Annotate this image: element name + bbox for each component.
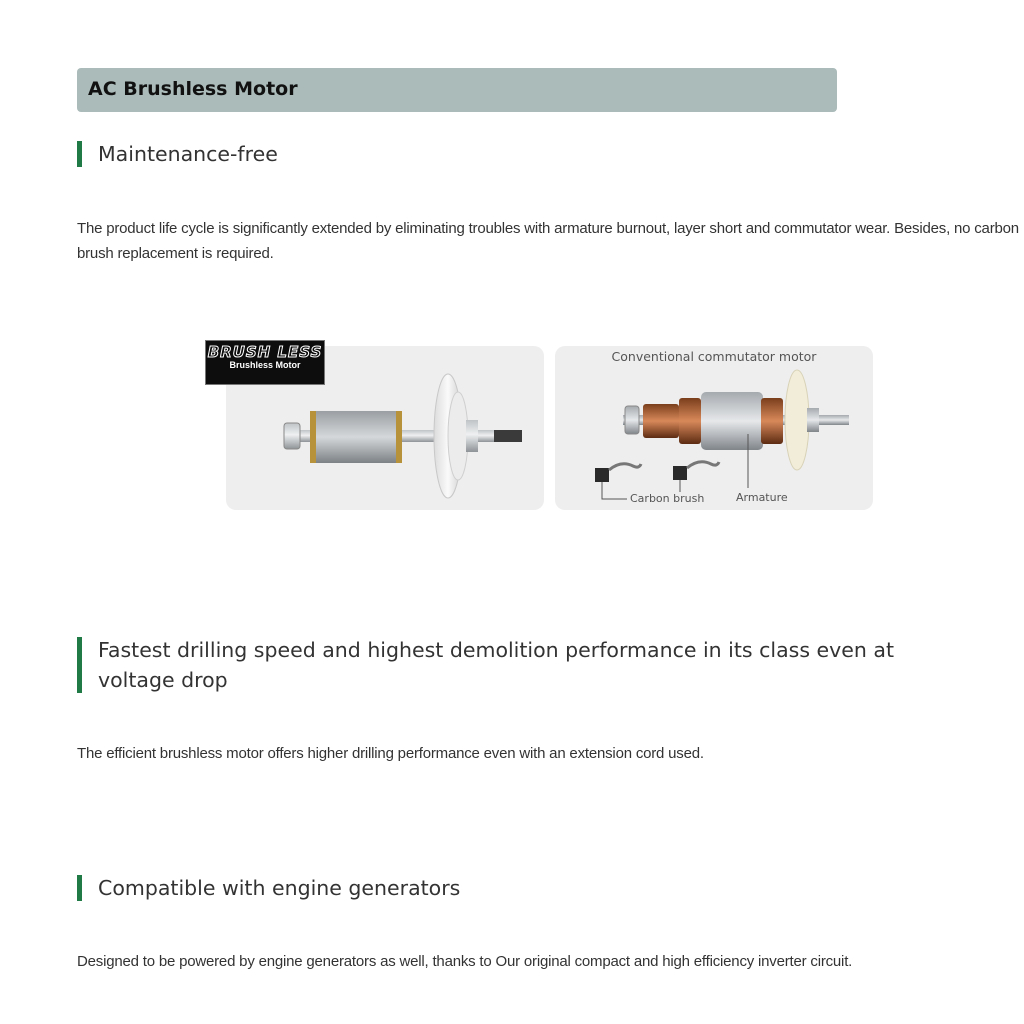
heading-accent-bar — [77, 141, 82, 167]
heading-drilling-performance — [77, 635, 977, 695]
brushless-badge-label: Brushless Motor — [229, 360, 301, 370]
armature-label: Armature — [736, 491, 788, 504]
carbon-brush-label: Carbon brush — [630, 492, 705, 505]
heading-text: Fastest drilling speed and highest demolition performance in its class even at voltage drop — [98, 638, 894, 692]
heading-accent-bar — [77, 637, 82, 693]
conventional-caption: Conventional commutator motor — [611, 349, 817, 364]
brushless-badge — [205, 340, 325, 385]
commutator-armature-illustration — [555, 346, 873, 510]
conventional-motor-image — [555, 346, 873, 510]
brushless-logo: BRUSH LESS — [207, 343, 323, 361]
heading-text: Compatible with engine generators — [98, 876, 461, 900]
heading-engine-generators — [77, 873, 977, 903]
paragraph-engine-generators: Designed to be powered by engine generators as well, thanks to Our original compact and high efficiency inverter circuit. — [77, 953, 853, 970]
paragraph-maintenance-free: The product life cycle is significantly extended by eliminating troubles with armature burnout, layer short and commutator wear. Besides, no carbon brush replacement is required. — [77, 220, 1019, 262]
paragraph-drilling-performance: The efficient brushless motor offers higher drilling performance even with an extension cord used. — [77, 745, 704, 762]
heading-text: Maintenance-free — [98, 142, 278, 166]
heading-accent-bar — [77, 875, 82, 901]
section-banner — [77, 68, 837, 112]
heading-maintenance-free — [77, 139, 977, 169]
banner-title: AC Brushless Motor — [88, 78, 298, 100]
